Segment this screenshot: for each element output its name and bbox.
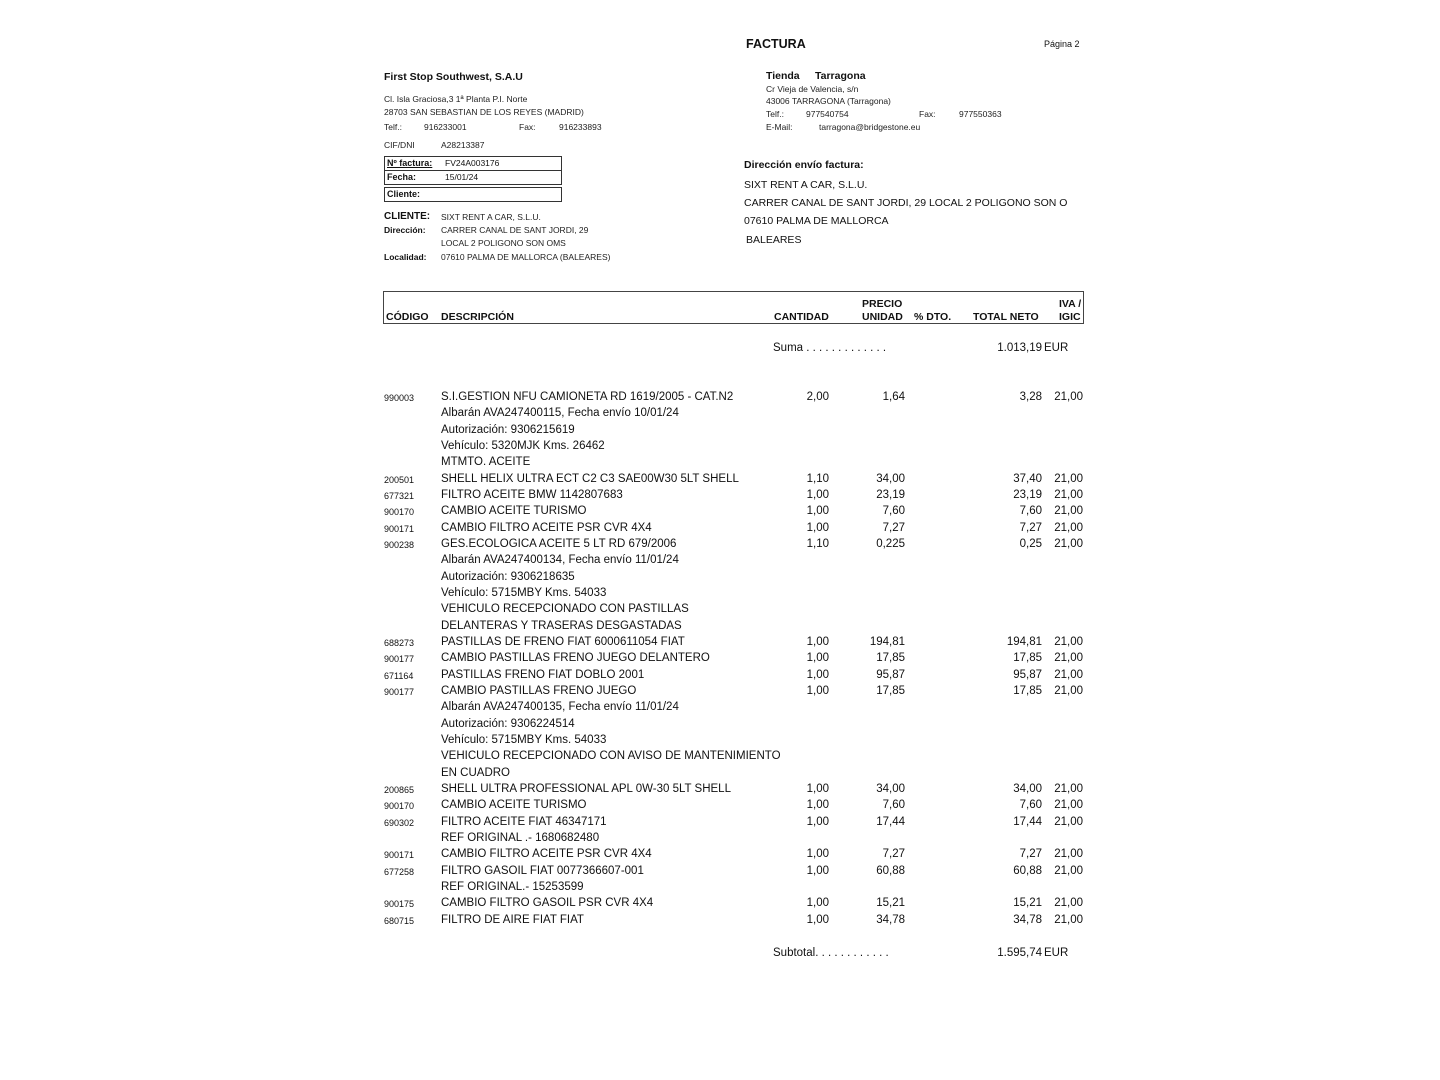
- table-row: [383, 652, 1084, 668]
- item-unit-price: 34,00: [876, 472, 905, 485]
- item-quantity: 1,00: [806, 799, 829, 812]
- client-name: SIXT RENT A CAR, S.L.U.: [441, 212, 541, 222]
- item-code: 900170: [384, 507, 415, 518]
- item-unit-price: 17,85: [876, 652, 905, 665]
- item-unit-price: 95,87: [876, 668, 905, 681]
- item-description: S.I.GESTION NFU CAMIONETA RD 1619/2005 - CAT.N2: [441, 391, 734, 403]
- item-description: CAMBIO PASTILLAS FRENO JUEGO DELANTERO: [441, 652, 710, 665]
- invoice-number-label: Nº factura:: [387, 158, 433, 168]
- client-address-label: Dirección:: [384, 225, 426, 235]
- item-unit-price: 7,60: [882, 799, 905, 812]
- client-address-line1: CARRER CANAL DE SANT JORDI, 29: [441, 225, 589, 235]
- item-description: Vehículo: 5715MBY Kms. 54033: [441, 586, 607, 599]
- table-row: [383, 571, 1084, 587]
- item-quantity: 1,10: [806, 537, 829, 550]
- item-unit-price: 194,81: [869, 635, 905, 648]
- item-description: SHELL HELIX ULTRA ECT C2 C3 SAE00W30 5LT SHELL: [441, 472, 739, 485]
- item-unit-price: 60,88: [876, 864, 905, 877]
- subtotal-currency: EUR: [1044, 947, 1069, 959]
- table-row: [383, 522, 1084, 538]
- item-iva: 21,00: [1054, 488, 1083, 501]
- item-description: CAMBIO FILTRO ACEITE PSR CVR 4X4: [441, 521, 652, 534]
- table-row: [383, 669, 1084, 685]
- invoice-date-label: Fecha:: [387, 172, 417, 182]
- item-code: 677258: [384, 866, 415, 877]
- item-iva: 21,00: [1054, 472, 1083, 485]
- item-quantity: 1,00: [806, 913, 829, 926]
- item-unit-price: 0,225: [876, 537, 905, 550]
- item-description: FILTRO DE AIRE FIAT FIAT: [441, 913, 584, 926]
- header-iva-top: IVA /: [1059, 298, 1082, 310]
- table-row: [383, 799, 1084, 815]
- item-description: Vehículo: 5320MJK Kms. 26462: [441, 439, 605, 452]
- item-description: Albarán AVA247400134, Fecha envío 11/01/24: [441, 554, 679, 567]
- item-iva: 21,00: [1054, 799, 1083, 812]
- item-quantity: 2,00: [806, 391, 829, 403]
- table-row: [383, 914, 1084, 930]
- item-description: CAMBIO PASTILLAS FRENO JUEGO: [441, 684, 637, 697]
- store-name: Tarragona: [815, 70, 866, 82]
- item-total: 34,00: [1013, 782, 1042, 795]
- item-iva: 21,00: [1054, 913, 1083, 926]
- item-iva: 21,00: [1054, 864, 1083, 877]
- invoice-number: FV24A003176: [445, 158, 500, 168]
- item-code: 900175: [384, 899, 415, 910]
- client-address-line2: LOCAL 2 POLIGONO SON OMS: [441, 238, 566, 248]
- company-tel: 916233001: [424, 122, 467, 132]
- store-tel: 977540754: [806, 109, 849, 119]
- item-quantity: 1,00: [806, 815, 829, 828]
- item-code: 200865: [384, 784, 415, 795]
- item-description: Autorización: 9306224514: [441, 717, 575, 730]
- store-address-line2: 43006 TARRAGONA (Tarragona): [766, 96, 891, 106]
- item-total: 194,81: [1006, 635, 1042, 648]
- item-description: CAMBIO ACEITE TURISMO: [441, 799, 587, 812]
- item-description: SHELL ULTRA PROFESSIONAL APL 0W-30 5LT SHELL: [441, 782, 731, 795]
- item-quantity: 1,00: [806, 488, 829, 501]
- header-quantity: CANTIDAD: [774, 311, 829, 323]
- item-iva: 21,00: [1054, 521, 1083, 534]
- company-fax-label: Fax:: [519, 122, 536, 132]
- shipping-line1: SIXT RENT A CAR, S.L.U.: [744, 179, 868, 191]
- item-description: CAMBIO FILTRO ACEITE PSR CVR 4X4: [441, 848, 652, 861]
- company-address-line2: 28703 SAN SEBASTIAN DE LOS REYES (MADRID): [384, 107, 584, 117]
- item-unit-price: 34,78: [876, 913, 905, 926]
- item-total: 34,78: [1013, 913, 1042, 926]
- item-code: 900238: [384, 539, 415, 550]
- table-row: [383, 816, 1084, 832]
- item-description: VEHICULO RECEPCIONADO CON AVISO DE MANTENIMIENTO: [441, 750, 781, 763]
- company-address-line1: Cl. Isla Graciosa,3 1ª Planta P.I. Norte: [384, 94, 528, 104]
- table-row: [383, 456, 1084, 472]
- item-quantity: 1,10: [806, 472, 829, 485]
- item-unit-price: 7,27: [882, 521, 905, 534]
- subtotal-amount: 1.595,74: [997, 947, 1042, 959]
- item-total: 17,44: [1013, 815, 1042, 828]
- company-cif: A28213387: [441, 140, 485, 150]
- header-discount: % DTO.: [914, 311, 952, 323]
- item-iva: 21,00: [1054, 635, 1083, 648]
- item-quantity: 1,00: [806, 897, 829, 910]
- item-description: Autorización: 9306215619: [441, 423, 575, 436]
- item-quantity: 1,00: [806, 864, 829, 877]
- table-row: [383, 701, 1084, 717]
- carried-label: Suma . . . . . . . . . . . . .: [773, 342, 887, 354]
- invoice-number-row: [384, 156, 562, 171]
- table-row: [383, 750, 1084, 766]
- carried-currency: EUR: [1044, 342, 1069, 354]
- header-iva-bottom: IGIC: [1059, 311, 1081, 323]
- store-tel-label: Telf.:: [766, 109, 784, 119]
- shipping-line4: BALEARES: [746, 234, 802, 246]
- item-total: 95,87: [1013, 668, 1042, 681]
- table-row: [383, 489, 1084, 505]
- item-iva: 21,00: [1054, 652, 1083, 665]
- item-iva: 21,00: [1054, 537, 1083, 550]
- item-iva: 21,00: [1054, 782, 1083, 795]
- table-row: [383, 587, 1084, 603]
- item-total: 23,19: [1013, 488, 1042, 501]
- table-row: [383, 865, 1084, 881]
- store-fax: 977550363: [959, 109, 1002, 119]
- item-unit-price: 23,19: [876, 488, 905, 501]
- table-row: [383, 636, 1084, 652]
- store-email: tarragona@bridgestone.eu: [819, 122, 921, 132]
- company-fax: 916233893: [559, 122, 602, 132]
- item-description: CAMBIO FILTRO GASOIL PSR CVR 4X4: [441, 897, 654, 910]
- header-price-bottom: UNIDAD: [862, 311, 903, 323]
- item-description: FILTRO ACEITE FIAT 46347171: [441, 815, 607, 828]
- table-row: [383, 603, 1084, 619]
- header-total: TOTAL NETO: [973, 311, 1039, 323]
- item-unit-price: 1,64: [882, 391, 905, 403]
- item-total: 17,85: [1013, 652, 1042, 665]
- table-row: [383, 538, 1084, 554]
- invoice-client-row: [384, 187, 562, 202]
- item-description: Albarán AVA247400115, Fecha envío 10/01/24: [441, 407, 679, 420]
- item-description: Vehículo: 5715MBY Kms. 54033: [441, 733, 607, 746]
- item-quantity: 1,00: [806, 635, 829, 648]
- item-description: EN CUADRO: [441, 766, 511, 779]
- shipping-line3: 07610 PALMA DE MALLORCA: [744, 215, 889, 227]
- item-total: 0,25: [1019, 537, 1042, 550]
- table-row: [383, 620, 1084, 636]
- item-iva: 21,00: [1054, 505, 1083, 518]
- item-total: 7,27: [1019, 848, 1042, 861]
- table-row: [383, 505, 1084, 521]
- item-code: 688273: [384, 637, 415, 648]
- table-row: [383, 832, 1084, 848]
- item-iva: 21,00: [1054, 391, 1083, 403]
- item-description: REF ORIGINAL.- 15253599: [441, 880, 584, 893]
- item-code: 990003: [384, 393, 415, 403]
- item-description: FILTRO GASOIL FIAT 0077366607-001: [441, 864, 644, 877]
- table-row: [383, 440, 1084, 456]
- item-code: 900171: [384, 523, 415, 534]
- company-name: First Stop Southwest, S.A.U: [384, 71, 523, 83]
- carried-amount: 1.013,19: [997, 342, 1042, 354]
- item-unit-price: 17,44: [876, 815, 905, 828]
- invoice-date: 15/01/24: [445, 172, 479, 182]
- item-quantity: 1,00: [806, 782, 829, 795]
- table-row: [383, 391, 1084, 407]
- item-iva: 21,00: [1054, 668, 1083, 681]
- item-description: Autorización: 9306218635: [441, 570, 575, 583]
- item-iva: 21,00: [1054, 684, 1083, 697]
- table-row: [383, 848, 1084, 864]
- item-total: 15,21: [1013, 897, 1042, 910]
- page-number: Página 2: [1044, 39, 1080, 49]
- table-row: [383, 407, 1084, 423]
- table-row: [383, 424, 1084, 440]
- item-iva: 21,00: [1054, 897, 1083, 910]
- item-code: 900171: [384, 850, 415, 861]
- item-unit-price: 7,60: [882, 505, 905, 518]
- item-description: GES.ECOLOGICA ACEITE 5 LT RD 679/2006: [441, 537, 677, 550]
- document-title: FACTURA: [746, 37, 806, 51]
- subtotal-label: Subtotal. . . . . . . . . . . .: [773, 947, 889, 959]
- item-unit-price: 7,27: [882, 848, 905, 861]
- item-unit-price: 15,21: [876, 897, 905, 910]
- client-city: 07610 PALMA DE MALLORCA (BALEARES): [441, 252, 611, 262]
- item-code: 680715: [384, 915, 415, 926]
- table-row: [383, 897, 1084, 913]
- table-header: [383, 291, 1084, 324]
- item-code: 200501: [384, 474, 415, 485]
- item-total: 7,27: [1019, 521, 1042, 534]
- store-email-label: E-Mail:: [766, 122, 793, 132]
- item-description: PASTILLAS DE FRENO FIAT 6000611054 FIAT: [441, 635, 685, 648]
- company-cif-label: CIF/DNI: [384, 140, 415, 150]
- item-total: 17,85: [1013, 684, 1042, 697]
- table-row: [383, 554, 1084, 570]
- table-row: [383, 685, 1084, 701]
- item-iva: 21,00: [1054, 848, 1083, 861]
- item-description: REF ORIGINAL .- 1680682480: [441, 831, 600, 844]
- item-total: 37,40: [1013, 472, 1042, 485]
- shipping-line2: CARRER CANAL DE SANT JORDI, 29 LOCAL 2 POLIGONO SON O: [744, 197, 1068, 209]
- store-label: Tienda: [766, 70, 800, 82]
- item-quantity: 1,00: [806, 652, 829, 665]
- item-total: 60,88: [1013, 864, 1042, 877]
- invoice-client-label: Cliente:: [387, 189, 421, 199]
- table-row: [383, 734, 1084, 750]
- item-iva: 21,00: [1054, 815, 1083, 828]
- store-fax-label: Fax:: [919, 109, 936, 119]
- header-price-top: PRECIO: [862, 298, 903, 310]
- item-description: PASTILLAS FRENO FIAT DOBLO 2001: [441, 668, 645, 681]
- item-quantity: 1,00: [806, 668, 829, 681]
- item-description: DELANTERAS Y TRASERAS DESGASTADAS: [441, 619, 682, 632]
- table-row: [383, 473, 1084, 489]
- item-total: 3,28: [1019, 391, 1042, 403]
- item-unit-price: 17,85: [876, 684, 905, 697]
- item-quantity: 1,00: [806, 684, 829, 697]
- item-description: CAMBIO ACEITE TURISMO: [441, 505, 587, 518]
- item-description: Albarán AVA247400135, Fecha envío 11/01/24: [441, 701, 679, 714]
- table-row: [383, 881, 1084, 897]
- item-code: 671164: [384, 670, 414, 681]
- item-description: FILTRO ACEITE BMW 1142807683: [441, 488, 623, 501]
- table-row: [383, 767, 1084, 783]
- item-code: 900170: [384, 801, 415, 812]
- item-unit-price: 34,00: [876, 782, 905, 795]
- item-code: 677321: [384, 490, 415, 501]
- table-row: [383, 718, 1084, 734]
- item-quantity: 1,00: [806, 505, 829, 518]
- header-code: CÓDIGO: [386, 311, 429, 323]
- table-row: [383, 783, 1084, 799]
- item-code: 900177: [384, 654, 415, 665]
- item-total: 7,60: [1019, 505, 1042, 518]
- store-address-line1: Cr Vieja de Valencia, s/n: [766, 84, 859, 94]
- item-total: 7,60: [1019, 799, 1042, 812]
- item-quantity: 1,00: [806, 521, 829, 534]
- item-description: MTMTO. ACEITE: [441, 456, 531, 469]
- item-code: 900177: [384, 686, 415, 697]
- item-quantity: 1,00: [806, 848, 829, 861]
- company-tel-label: Telf.:: [384, 122, 402, 132]
- item-code: 690302: [384, 817, 415, 828]
- shipping-label: Dirección envío factura:: [744, 159, 864, 171]
- item-description: VEHICULO RECEPCIONADO CON PASTILLAS: [441, 603, 689, 616]
- header-description: DESCRIPCIÓN: [441, 311, 514, 323]
- client-label: CLIENTE:: [384, 211, 431, 222]
- invoice-date-row: [384, 170, 562, 185]
- client-city-label: Localidad:: [384, 252, 427, 262]
